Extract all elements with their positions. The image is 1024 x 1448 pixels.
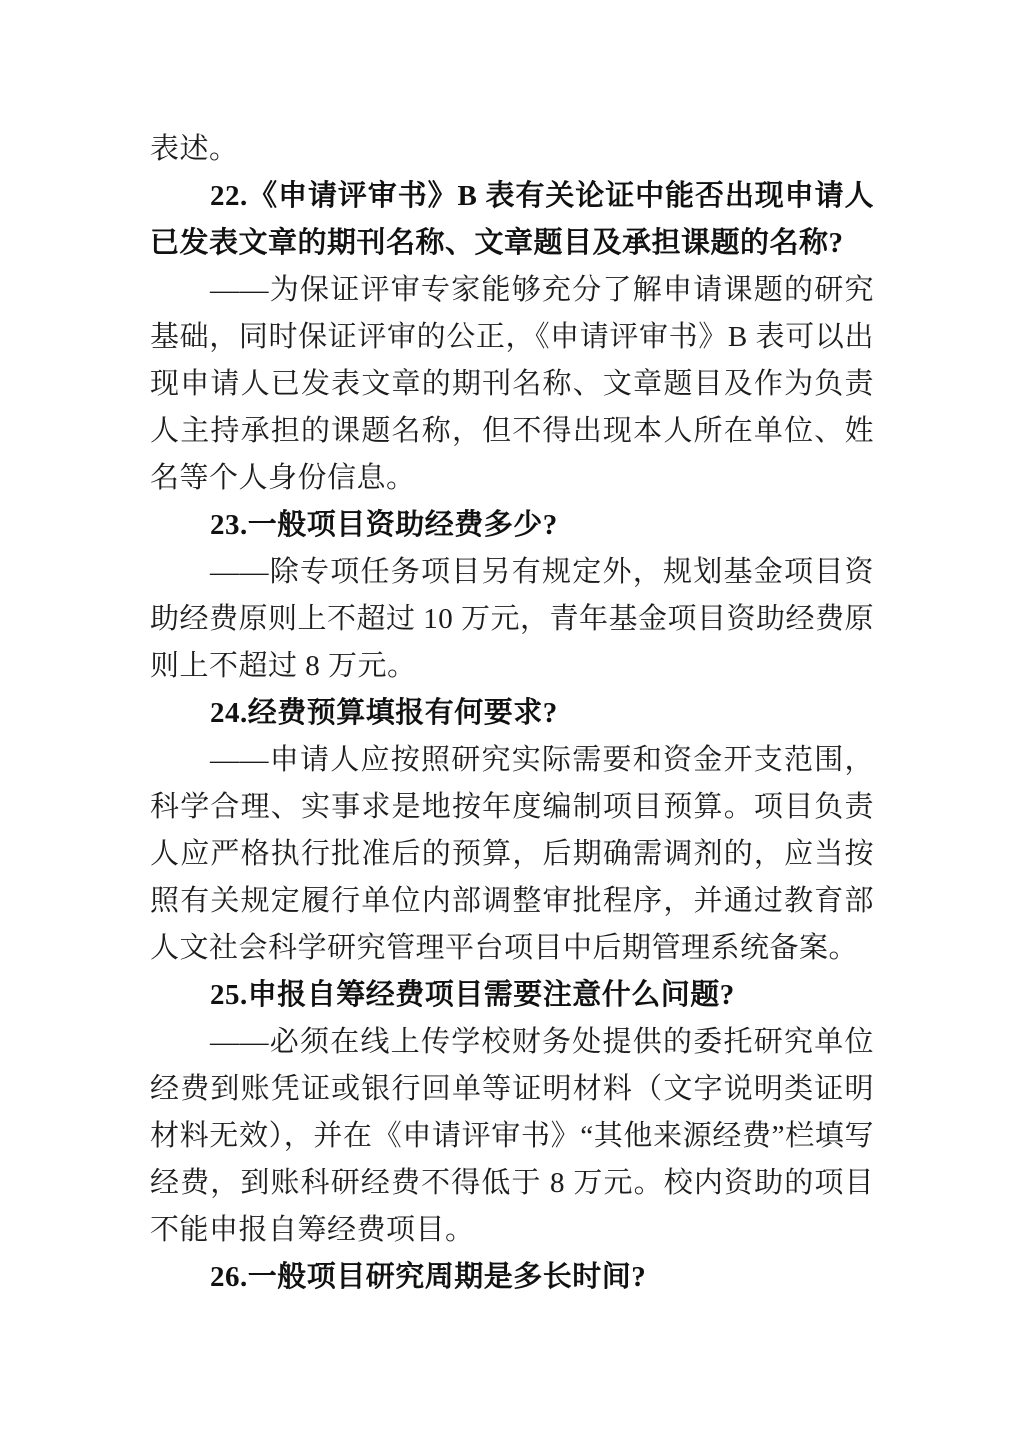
answer-paragraph-24: ——申请人应按照研究实际需要和资金开支范围，科学合理、实事求是地按年度编制项目预算。项目负责人应严格执行批准后的预算，后期确需调剂的，应当按照有关规定履行单位内部调整审批程序，并通过教育部人文社会科学研究管理平台项目中后期管理系统备案。 — [150, 744, 874, 964]
question-heading-25: 25.申报自筹经费项目需要注意什么问题? — [210, 979, 735, 1011]
question-heading-26: 26.一般项目研究周期是多长时间? — [210, 1261, 647, 1293]
answer-paragraph-25: ——必须在线上传学校财务处提供的委托研究单位经费到账凭证或银行回单等证明材料（文字说明类证明材料无效），并在《申请评审书》“其他来源经费”栏填写经费，到账科研经费不得低于 8 万元。校内资助的项目不能申报自筹经费项目。 — [150, 1026, 874, 1246]
paragraph-continuation: 表述。 — [150, 133, 239, 165]
answer-paragraph-22: ——为保证评审专家能够充分了解申请课题的研究基础，同时保证评审的公正，《申请评审书》B 表可以出现申请人已发表文章的期刊名称、文章题目及作为负责人主持承担的课题名称，但不得出现本人所在单位、姓名等个人身份信息。 — [150, 274, 874, 494]
question-heading-23: 23.一般项目资助经费多少? — [210, 509, 558, 541]
answer-paragraph-23: ——除专项任务项目另有规定外，规划基金项目资助经费原则上不超过 10 万元，青年基金项目资助经费原则上不超过 8 万元。 — [150, 556, 875, 682]
question-heading-22: 22.《申请评审书》B 表有关论证中能否出现申请人已发表文章的期刊名称、文章题目及承担课题的名称? — [150, 180, 874, 259]
question-heading-24: 24.经费预算填报有何要求? — [210, 697, 558, 729]
document-body — [150, 126, 874, 1301]
